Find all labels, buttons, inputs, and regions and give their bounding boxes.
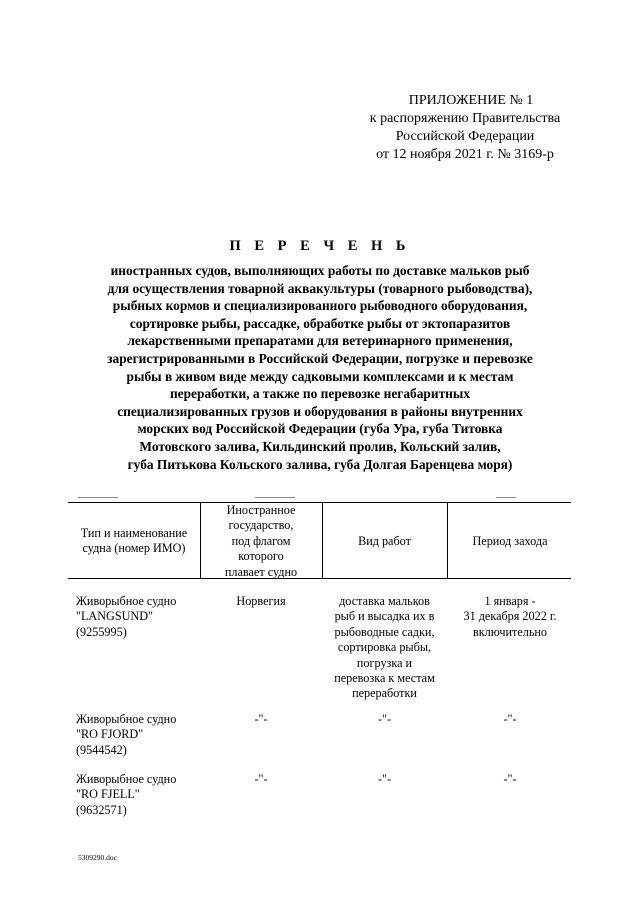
table-row-country: -"- bbox=[254, 712, 268, 726]
table-row-period: 1 января - 31 декабря 2022 г. включительно bbox=[463, 594, 557, 639]
description-line: переработки, а также по перевозке негабаритных bbox=[169, 386, 471, 402]
description-line: губа Питькова Кольского залива, губа Долгая Баренцева моря) bbox=[127, 456, 513, 472]
description-line: рыбы в живом виде между садковыми комплексами и к местам bbox=[126, 368, 514, 384]
table-row-country: -"- bbox=[254, 772, 268, 786]
table-header-vessel: Тип и наименование судна (номер ИМО) bbox=[80, 526, 188, 556]
table-header-period: Период захода bbox=[472, 534, 548, 548]
description-line: сортировке рыбы, рассадке, обработке рыбы от эктопаразитов bbox=[129, 315, 511, 331]
description-line: иностранных судов, выполняющих работы по доставке мальков рыб bbox=[110, 263, 530, 278]
table-row-works: доставка мальков рыб и высадка их в рыбоводные садки, сортировка рыбы, погрузка и перевозка к местам переработки bbox=[334, 594, 435, 701]
file-name-footer: 5309290.doc bbox=[78, 853, 117, 862]
table-row-works: -"- bbox=[377, 772, 392, 786]
description-line: рыбных кормов и специализированного рыбоводного оборудования, bbox=[112, 298, 528, 314]
description-line: лекарственными препаратами для ветеринарного применения, bbox=[127, 333, 513, 349]
table-divider bbox=[255, 497, 295, 498]
description-line: Мотовского залива, Кильдинский пролив, Кольский залив, bbox=[139, 438, 501, 454]
appendix-ref-line: Российской Федерации bbox=[395, 129, 535, 144]
description-line: для осуществления товарной аквакультуры (товарного рыбоводства), bbox=[107, 280, 533, 296]
table-row-period: -"- bbox=[503, 772, 517, 786]
document-description bbox=[60, 262, 580, 473]
table-column-divider bbox=[322, 503, 323, 578]
appendix-date: от 12 ноября 2021 г. № 3169-р bbox=[376, 147, 554, 162]
table-row-vessel: Живорыбное судно "LANGSUND" (9255995) bbox=[76, 594, 177, 639]
table-divider bbox=[496, 497, 516, 498]
description-line: морских вод Российской Федерации (губа Ура, губа Титовка bbox=[137, 421, 503, 437]
table-row-vessel: Живорыбное судно "RO FJORD" (9544542) bbox=[76, 712, 177, 757]
table-divider bbox=[78, 497, 118, 498]
appendix-header bbox=[340, 92, 590, 164]
document-title: П Е Р Е Ч Е Н Ь bbox=[229, 238, 411, 254]
table-row-vessel: Живорыбное судно "RO FJELL" (9632571) bbox=[76, 772, 177, 817]
appendix-number: ПРИЛОЖЕНИЕ № 1 bbox=[408, 93, 534, 108]
table-column-divider bbox=[447, 503, 448, 578]
table-header-works: Вид работ bbox=[358, 534, 411, 548]
description-line: зарегистрированными в Российской Федерации, погрузке и перевозке bbox=[107, 350, 533, 366]
table-row-period: -"- bbox=[503, 712, 517, 726]
table-header-country: Иностранное государство, под флагом которого плавает судно bbox=[224, 503, 298, 579]
table-row-country: Норвегия bbox=[236, 594, 286, 608]
appendix-ref-line: к распоряжению Правительства bbox=[369, 111, 561, 126]
table-row-works: -"- bbox=[377, 712, 392, 726]
description-line: специализированных грузов и оборудования в районы внутренних bbox=[117, 403, 523, 419]
table-column-divider bbox=[200, 503, 201, 578]
